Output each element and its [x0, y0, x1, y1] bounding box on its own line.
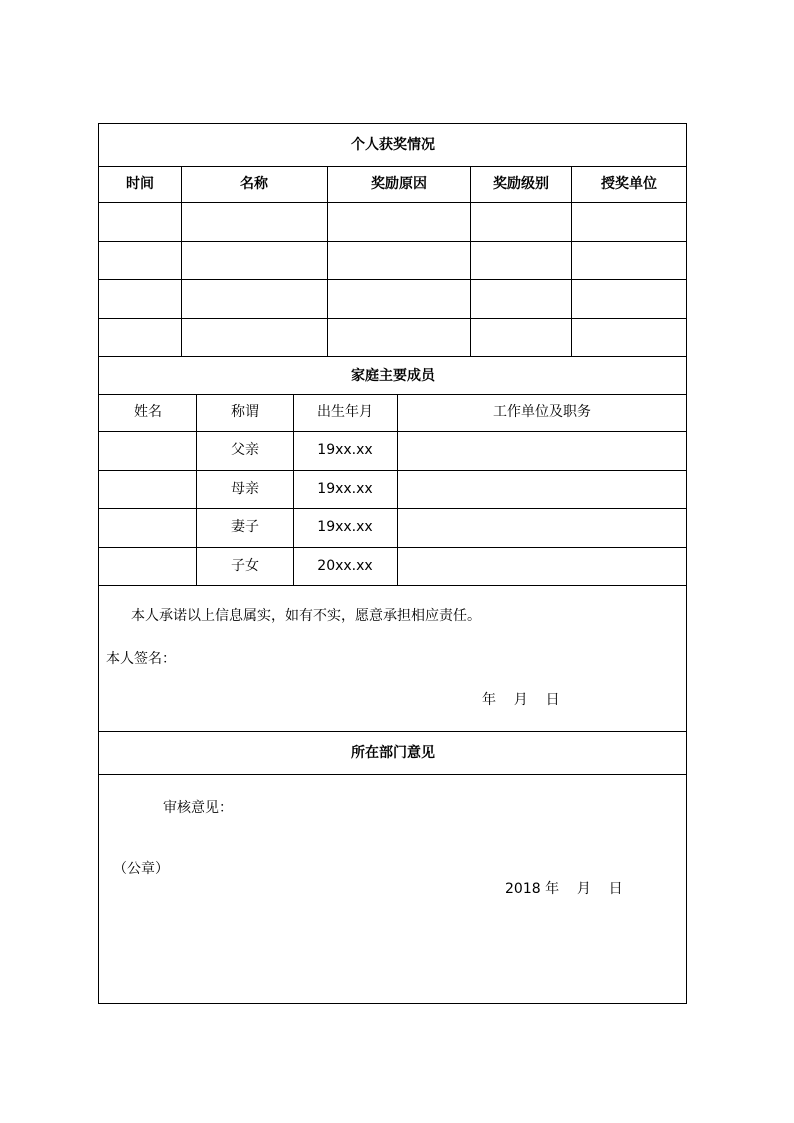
pledge-statement: 本人承诺以上信息属实，如有不实，愿意承担相应责任。: [131, 608, 481, 624]
column-divider: [571, 166, 572, 356]
divider: [99, 356, 686, 357]
department-title: 所在部门意见: [351, 745, 435, 761]
header-awarding-unit: 授奖单位: [601, 176, 657, 192]
header-award-level: 奖励级别: [493, 176, 549, 192]
divider: [99, 470, 686, 471]
divider: [99, 394, 686, 395]
relation-cell: 子女: [231, 558, 259, 574]
divider: [99, 774, 686, 775]
divider: [99, 547, 686, 548]
awards-title: 个人获奖情况: [351, 137, 435, 153]
header-time: 时间: [126, 176, 154, 192]
divider: [99, 508, 686, 509]
column-divider: [397, 394, 398, 585]
column-divider: [327, 166, 328, 356]
relation-cell: 妻子: [231, 519, 259, 535]
header-work: 工作单位及职务: [493, 404, 591, 420]
pledge-date: 年 月 日: [482, 692, 560, 708]
divider: [99, 431, 686, 432]
department-date: 2018 年 月 日: [505, 881, 623, 897]
divider: [99, 166, 686, 167]
birth-cell: 20xx.xx: [317, 558, 373, 574]
divider: [99, 731, 686, 732]
column-divider: [293, 394, 294, 585]
relation-cell: 父亲: [231, 442, 259, 458]
review-label: 审核意见：: [163, 800, 233, 816]
divider: [99, 585, 686, 586]
family-title: 家庭主要成员: [351, 368, 435, 384]
divider: [99, 279, 686, 280]
column-divider: [470, 166, 471, 356]
header-birth: 出生年月: [317, 404, 373, 420]
seal-label: （公章）: [113, 861, 169, 877]
divider: [99, 202, 686, 203]
header-award-reason: 奖励原因: [371, 176, 427, 192]
signature-label: 本人签名：: [106, 651, 176, 667]
header-relation: 称谓: [231, 404, 259, 420]
column-divider: [196, 394, 197, 585]
relation-cell: 母亲: [231, 481, 259, 497]
registration-form: [98, 123, 687, 1004]
birth-cell: 19xx.xx: [317, 442, 373, 458]
divider: [99, 241, 686, 242]
birth-cell: 19xx.xx: [317, 519, 373, 535]
column-divider: [181, 166, 182, 356]
birth-cell: 19xx.xx: [317, 481, 373, 497]
header-name: 姓名: [134, 404, 162, 420]
divider: [99, 318, 686, 319]
header-award-name: 名称: [240, 176, 268, 192]
